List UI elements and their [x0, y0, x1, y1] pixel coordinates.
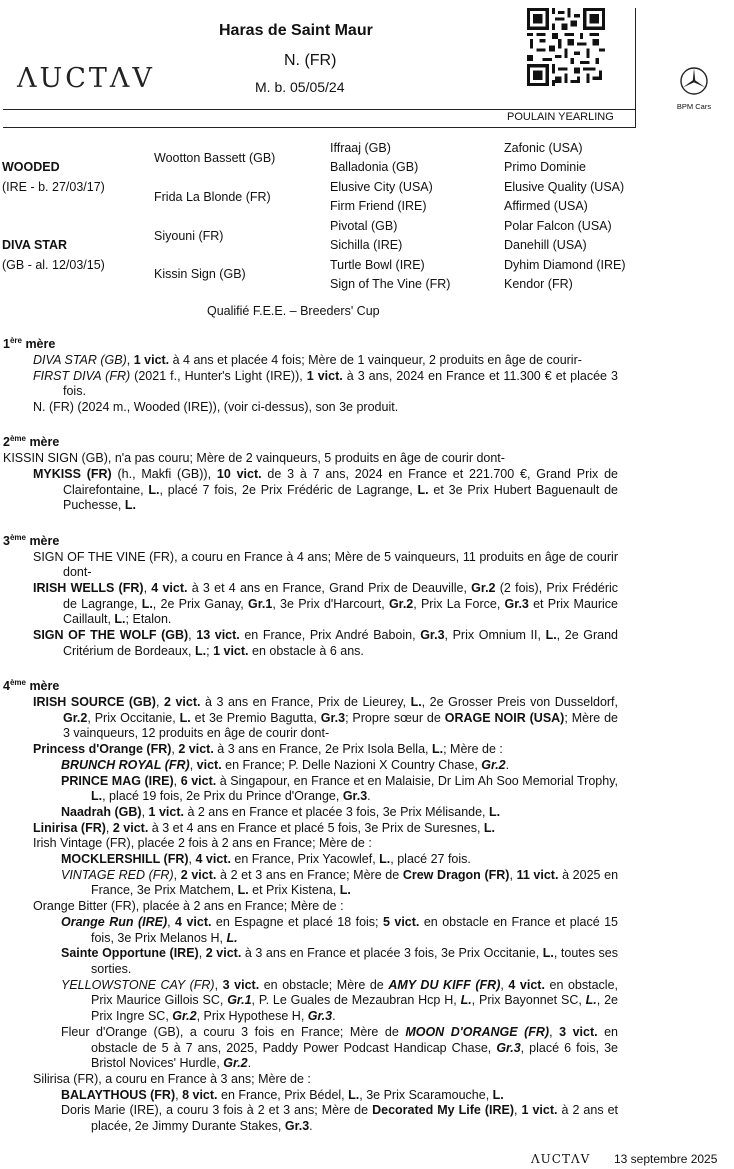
pedigree-entry: Orange Run (IRE), 4 vict. en Espagne et placé 18 fois; 5 vict. en obstacle en France et placé 15 fois, 3e Prix Melanos H, L.: [61, 914, 619, 945]
pedigree-gen3: Elusive City (USA): [330, 180, 433, 194]
pedigree-entry: SIGN OF THE WOLF (GB), 13 vict. en France, Prix André Baboin, Gr.3, Prix Omnium II, L., 2e Grand Critérium de Bordeaux, L.; 1 vict. en obstacle à 6 ans.: [33, 628, 618, 658]
stud-name: Haras de Saint Maur: [219, 22, 373, 39]
pedigree-gen4: Primo Dominie: [504, 160, 586, 174]
dam-name: DIVA STAR: [2, 238, 68, 252]
pedigree-gen3: Pivotal (GB): [330, 219, 398, 233]
horse-name: N. (FR): [284, 52, 337, 69]
sponsor-logo: [668, 66, 720, 118]
pedigree-gen4: Danehill (USA): [504, 238, 587, 252]
pedigree-entry: Orange Bitter (FR), placée à 2 ans en France; Mère de :: [33, 899, 344, 914]
qualification: Qualifié F.E.E. – Breeders' Cup: [207, 304, 380, 318]
pedigree-entry: MYKISS (FR) (h., Makfi (GB)), 10 vict. de 3 à 7 ans, 2024 en France et 221.700 €, Grand Prix de Clairefontaine, L., placé 7 fois, 2e Prix Frédéric de Lagrange, L. et 3e Prix Hubert Baguenault de Puchesse, L.: [33, 466, 619, 513]
pedigree-gen2: Wootton Bassett (GB): [154, 151, 276, 165]
dam-info: (GB - al. 12/03/15): [2, 258, 105, 272]
pedigree-gen4: Affirmed (USA): [504, 199, 588, 213]
pedigree-entry: SIGN OF THE VINE (FR), a couru en France à 4 ans; Mère de 5 vainqueurs, 11 produits en âge de courir dont-: [33, 549, 618, 580]
pedigree-gen3: Firm Friend (IRE): [330, 199, 427, 213]
pedigree-gen4: Zafonic (USA): [504, 141, 583, 155]
pedigree-gen3: Sichilla (IRE): [330, 238, 403, 252]
pedigree-gen3: Sign of The Vine (FR): [330, 277, 451, 291]
pedigree-entry: KISSIN SIGN (GB), n'a pas couru; Mère de 2 vainqueurs, 5 produits en âge de courir dont-: [3, 451, 505, 466]
pedigree-entry: FIRST DIVA (FR) (2021 f., Hunter's Light (IRE)), 1 vict. à 3 ans, 2024 en France et 11.300 € et placée 3 fois.: [33, 368, 618, 399]
pedigree-entry: Linirisa (FR), 2 vict. à 3 et 4 ans en France et placé 5 fois, 3e Prix de Suresnes, L.: [33, 820, 496, 835]
pedigree-entry: Silirisa (FR), a couru en France à 3 ans; Mère de :: [33, 1071, 311, 1086]
pedigree-gen2: Kissin Sign (GB): [154, 267, 246, 281]
pedigree-entry: PRINCE MAG (IRE), 6 vict. à Singapour, en France et en Malaisie, Dr Lim Ah Soo Memorial Trophy, L., placé 19 fois, 2e Prix du Prince d'Orange, Gr.3.: [61, 773, 618, 804]
auction-logo: ΛUCTΛV: [17, 63, 155, 94]
pedigree-entry: Sainte Opportune (IRE), 2 vict. à 3 ans en France et placée 3 fois, 3e Prix Occitanie, L., toutes ses sorties.: [61, 946, 618, 976]
dam-line-text: [3, 333, 618, 1135]
pedigree-gen3: Turtle Bowl (IRE): [330, 258, 425, 272]
section-heading-m3: 3ème mère: [3, 532, 60, 548]
pedigree-entry: Fleur d'Orange (GB), a couru 3 fois en France; Mère de MOON D'ORANGE (FR), 3 vict. en obstacle de 5 à 7 ans, 2025, Paddy Power Podcast Handicap Chase, Gr.3, placé 6 fois, 3e Bristol Novices' Hurdle, Gr.2.: [61, 1024, 619, 1071]
pedigree-gen4: Elusive Quality (USA): [504, 180, 625, 194]
pedigree-entry: BRUNCH ROYAL (FR), vict. en France; P. Delle Nazioni X Country Chase, Gr.2.: [61, 757, 510, 772]
pedigree-entry: Princess d'Orange (FR), 2 vict. à 3 ans en France, 2e Prix Isola Bella, L.; Mère de :: [33, 742, 503, 757]
pedigree-entry: Naadrah (GB), 1 vict. à 2 ans en France et placée 3 fois, 3e Prix Mélisande, L.: [61, 804, 501, 819]
sponsor-name: BPM Cars: [676, 102, 712, 111]
pedigree-entry: Irish Vintage (FR), placée 2 fois à 2 ans en France; Mère de :: [33, 836, 372, 851]
pedigree-entry: IRISH WELLS (FR), 4 vict. à 3 et 4 ans en France, Grand Prix de Deauville, Gr.2 (2 fois), Prix Frédéric de Lagrange, L., 2e Prix Ganay, Gr.1, 3e Prix d'Harcourt, Gr.2, Prix La Force, Gr.3 et Prix Maurice Caillault, L.; Etalon.: [33, 580, 619, 627]
pedigree-gen4: Dyhim Diamond (IRE): [504, 258, 626, 272]
section-heading-m2: 2ème mère: [3, 434, 60, 450]
pedigree-entry: DIVA STAR (GB), 1 vict. à 4 ans et placée 4 fois; Mère de 1 vainqueur, 2 produits en âge de courir-: [33, 352, 582, 367]
pedigree-gen3: Balladonia (GB): [330, 160, 419, 174]
header-divider: [3, 109, 635, 110]
pedigree-entry: N. (FR) (2024 m., Wooded (IRE)), (voir ci-dessus), son 3e produit.: [33, 399, 399, 414]
section-heading-m1: 1ère mère: [3, 336, 56, 352]
section-heading-m4: 4ème mère: [3, 678, 60, 694]
sire-name: WOODED: [2, 160, 60, 174]
sale-category: POULAIN YEARLING: [507, 111, 614, 123]
pedigree-entry: YELLOWSTONE CAY (FR), 3 vict. en obstacle; Mère de AMY DU KIFF (FR), 4 vict. en obstacle, Prix Maurice Gillois SC, Gr.1, P. Le Guales de Mezaubran Hcp H, L., Prix Bayonnet SC, L., 2e Prix Ingre SC, Gr.2, Prix Hypothese H, Gr.3.: [61, 977, 619, 1024]
pedigree-gen4: Kendor (FR): [504, 277, 573, 291]
pedigree-gen2: Siyouni (FR): [154, 229, 224, 243]
pedigree-entry: VINTAGE RED (FR), 2 vict. à 2 et 3 ans en France; Mère de Crew Dragon (FR), 11 vict. à 2025 en France, 3e Prix Matchem, L. et Prix Kistena, L.: [61, 867, 619, 898]
pedigree-entry: IRISH SOURCE (GB), 2 vict. à 3 ans en France, Prix de Lieurey, L., 2e Grosser Preis von Dusseldorf, Gr.2, Prix Occitanie, L. et 3e Premio Bagutta, Gr.3; Propre sœur de ORAGE NOIR (USA); Mère de 3 vainqueurs, 12 produits en âge de courir dont-: [33, 695, 619, 741]
qr-code-icon[interactable]: [527, 8, 605, 86]
pedigree-gen4: Polar Falcon (USA): [504, 219, 612, 233]
pedigree-entry: BALAYTHOUS (FR), 8 vict. en France, Prix Bédel, L., 3e Prix Scaramouche, L.: [61, 1087, 504, 1102]
pedigree-entry: MOCKLERSHILL (FR), 4 vict. en France, Prix Yacowlef, L., placé 27 fois.: [61, 852, 471, 867]
footer-logo: ΛUCTΛV: [531, 1152, 591, 1166]
pedigree-gen3: Iffraaj (GB): [330, 141, 391, 155]
mercedes-star-icon: [679, 66, 709, 96]
sire-info: (IRE - b. 27/03/17): [2, 180, 105, 194]
pedigree-gen2: Frida La Blonde (FR): [154, 190, 271, 204]
horse-info: M. b. 05/05/24: [255, 79, 345, 95]
footer-date: 13 septembre 2025: [614, 1152, 718, 1166]
pedigree-entry: Doris Marie (IRE), a couru 3 fois à 2 et 3 ans; Mère de Decorated My Life (IRE), 1 vict. à 2 ans et placée, 2e Jimmy Durante Stakes, Gr.3.: [61, 1103, 618, 1134]
